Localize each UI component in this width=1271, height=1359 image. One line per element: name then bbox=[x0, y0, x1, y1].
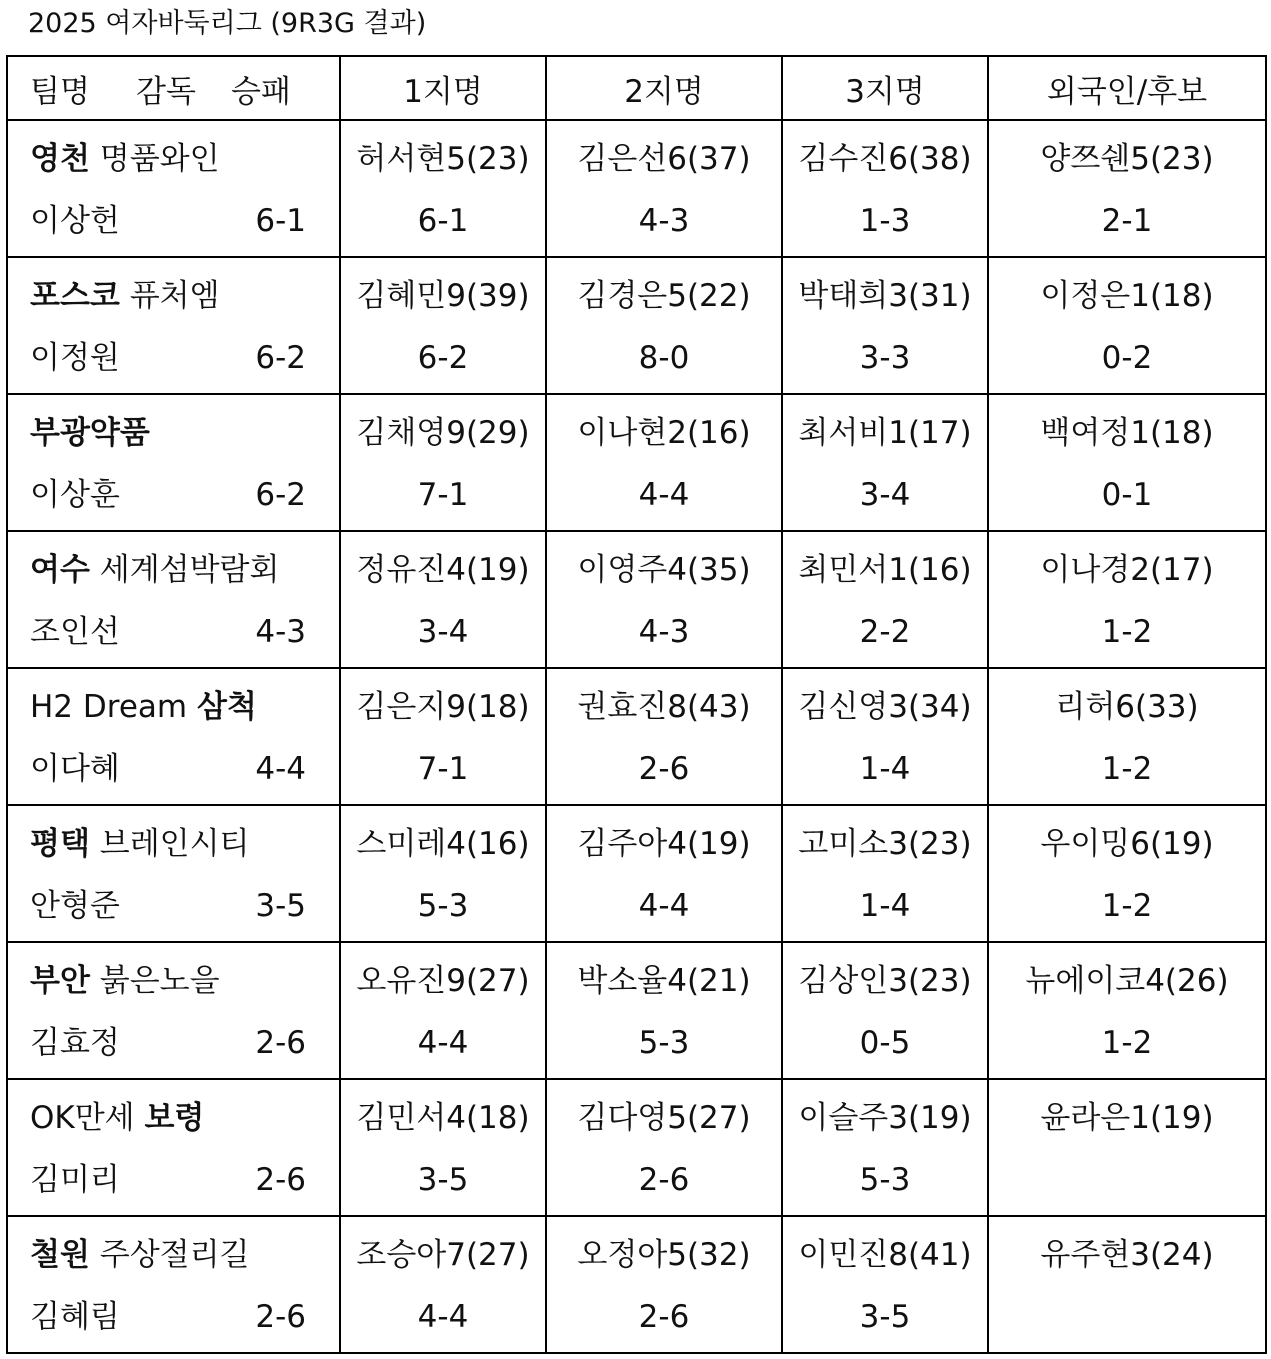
player-name: 허서현5(23) bbox=[356, 141, 530, 177]
team-cell bbox=[7, 805, 340, 942]
player-name: 오정아5(32) bbox=[577, 1237, 751, 1273]
team-name-bold: 보령 bbox=[144, 1100, 205, 1136]
player-cell bbox=[988, 120, 1266, 257]
player-name: 이나경2(17) bbox=[1040, 552, 1214, 588]
player-record: 2-6 bbox=[638, 1299, 690, 1335]
header-pick1: 1지명 bbox=[340, 56, 546, 120]
player-cell bbox=[782, 120, 988, 257]
team-name bbox=[30, 676, 339, 738]
player-name: 리허6(33) bbox=[1055, 689, 1199, 725]
player-record: 2-6 bbox=[638, 1162, 690, 1198]
team-record: 6-2 bbox=[255, 477, 306, 513]
player-record: 1-4 bbox=[859, 888, 911, 924]
player-record: 3-4 bbox=[417, 614, 469, 650]
player-cell bbox=[546, 394, 782, 531]
team-cell bbox=[7, 120, 340, 257]
player-cell bbox=[340, 1216, 546, 1353]
team-name-rest: 주상절리길 bbox=[89, 1237, 250, 1273]
header-pick2: 2지명 bbox=[546, 56, 782, 120]
header-coach: 감독 bbox=[136, 73, 196, 110]
coach-name: 이다혜 bbox=[30, 751, 120, 787]
player-name: 김경은5(22) bbox=[577, 278, 751, 314]
team-row bbox=[7, 1216, 1266, 1353]
team-cell bbox=[7, 257, 340, 394]
team-name-prefix: OK만세 bbox=[30, 1100, 145, 1136]
header-pick3: 3지명 bbox=[782, 56, 988, 120]
player-cell bbox=[988, 1216, 1266, 1353]
coach-name: 안형준 bbox=[30, 888, 120, 924]
player-record: 4-4 bbox=[638, 477, 690, 513]
player-cell bbox=[782, 805, 988, 942]
team-name-rest: 퓨처엠 bbox=[119, 278, 220, 314]
team-name bbox=[30, 265, 339, 327]
player-name: 김다영5(27) bbox=[577, 1100, 751, 1136]
player-record bbox=[989, 1149, 1265, 1211]
team-row bbox=[7, 1079, 1266, 1216]
player-cell bbox=[782, 668, 988, 805]
team-name bbox=[30, 1087, 339, 1149]
team-cell bbox=[7, 942, 340, 1079]
player-record: 1-3 bbox=[859, 203, 911, 239]
player-name: 양쯔쉔5(23) bbox=[1040, 141, 1214, 177]
player-name: 권효진8(43) bbox=[577, 689, 751, 725]
player-record: 3-5 bbox=[859, 1299, 911, 1335]
player-name: 김신영3(34) bbox=[798, 689, 972, 725]
player-record: 3-3 bbox=[859, 340, 911, 376]
team-name bbox=[30, 1224, 339, 1286]
team-row bbox=[7, 531, 1266, 668]
player-name: 이나현2(16) bbox=[577, 415, 751, 451]
coach-name: 김미리 bbox=[30, 1162, 120, 1198]
player-record: 5-3 bbox=[638, 1025, 690, 1061]
player-name: 고미소3(23) bbox=[798, 826, 972, 862]
player-record: 8-0 bbox=[638, 340, 690, 376]
player-record: 7-1 bbox=[417, 477, 469, 513]
header-foreign: 외국인/후보 bbox=[988, 56, 1266, 120]
player-name: 김은선6(37) bbox=[577, 141, 751, 177]
player-cell bbox=[782, 1079, 988, 1216]
player-cell bbox=[340, 257, 546, 394]
player-cell bbox=[988, 531, 1266, 668]
team-name-bold: 평택 bbox=[30, 826, 90, 862]
team-name bbox=[30, 813, 339, 875]
team-name-rest: 붉은노을 bbox=[89, 963, 220, 999]
team-cell bbox=[7, 1079, 340, 1216]
coach-name: 김혜림 bbox=[30, 1299, 120, 1335]
team-record: 2-6 bbox=[255, 1162, 306, 1198]
player-cell bbox=[546, 1079, 782, 1216]
player-name: 유주현3(24) bbox=[1040, 1237, 1214, 1273]
player-record: 1-4 bbox=[859, 751, 911, 787]
team-record: 2-6 bbox=[255, 1025, 306, 1061]
player-name: 이슬주3(19) bbox=[798, 1100, 972, 1136]
team-name-bold: 영천 bbox=[30, 141, 90, 177]
player-record: 2-2 bbox=[859, 614, 911, 650]
player-record: 1-2 bbox=[1101, 888, 1153, 924]
player-cell bbox=[782, 942, 988, 1079]
team-cell bbox=[7, 394, 340, 531]
team-row bbox=[7, 257, 1266, 394]
player-record: 2-1 bbox=[1101, 203, 1153, 239]
player-name: 조승아7(27) bbox=[356, 1237, 530, 1273]
player-cell bbox=[988, 394, 1266, 531]
player-record: 4-4 bbox=[417, 1025, 469, 1061]
player-name: 윤라은1(19) bbox=[1040, 1100, 1214, 1136]
player-record: 5-3 bbox=[417, 888, 469, 924]
team-row bbox=[7, 394, 1266, 531]
team-cell bbox=[7, 531, 340, 668]
team-row bbox=[7, 805, 1266, 942]
coach-name: 조인선 bbox=[30, 614, 120, 650]
coach-name: 김효정 bbox=[30, 1025, 120, 1061]
team-name-prefix: H2 Dream bbox=[30, 689, 197, 725]
player-record: 1-2 bbox=[1101, 1025, 1153, 1061]
player-record: 5-3 bbox=[859, 1162, 911, 1198]
team-cell bbox=[7, 1216, 340, 1353]
coach-line bbox=[30, 464, 339, 526]
header-team: 팀명 bbox=[30, 73, 90, 110]
player-cell bbox=[988, 942, 1266, 1079]
player-cell bbox=[546, 120, 782, 257]
team-name-rest: 세계섬박람회 bbox=[89, 552, 280, 588]
team-name-rest: 브레인시티 bbox=[89, 826, 250, 862]
player-record: 0-2 bbox=[1101, 340, 1153, 376]
coach-line bbox=[30, 738, 339, 800]
coach-line bbox=[30, 1286, 339, 1348]
player-cell bbox=[988, 1079, 1266, 1216]
document-title: 2025 여자바둑리그 (9R3G 결과) bbox=[28, 8, 427, 39]
player-record: 1-2 bbox=[1101, 614, 1153, 650]
player-record: 4-3 bbox=[638, 614, 690, 650]
player-cell bbox=[546, 668, 782, 805]
player-name: 백여정1(18) bbox=[1040, 415, 1214, 451]
player-cell bbox=[340, 942, 546, 1079]
player-name: 박태희3(31) bbox=[798, 278, 972, 314]
player-cell bbox=[782, 257, 988, 394]
player-record: 4-3 bbox=[638, 203, 690, 239]
player-cell bbox=[340, 531, 546, 668]
player-record: 3-4 bbox=[859, 477, 911, 513]
player-cell bbox=[340, 1079, 546, 1216]
player-record: 6-1 bbox=[417, 203, 469, 239]
player-name: 김민서4(18) bbox=[356, 1100, 530, 1136]
team-record: 6-1 bbox=[255, 203, 306, 239]
player-cell bbox=[782, 394, 988, 531]
team-name-bold: 여수 bbox=[30, 552, 90, 588]
player-name: 오유진9(27) bbox=[356, 963, 530, 999]
player-cell bbox=[988, 668, 1266, 805]
team-name bbox=[30, 950, 339, 1012]
player-record: 3-5 bbox=[417, 1162, 469, 1198]
player-record: 4-4 bbox=[417, 1299, 469, 1335]
player-cell bbox=[546, 1216, 782, 1353]
team-record: 3-5 bbox=[255, 888, 306, 924]
player-cell bbox=[340, 668, 546, 805]
coach-name: 이상헌 bbox=[30, 203, 120, 239]
team-name-bold: 포스코 bbox=[30, 278, 120, 314]
coach-name: 이상훈 bbox=[30, 477, 120, 513]
player-record: 2-6 bbox=[638, 751, 690, 787]
player-cell bbox=[340, 394, 546, 531]
player-name: 최민서1(16) bbox=[798, 552, 972, 588]
coach-line bbox=[30, 327, 339, 389]
player-cell bbox=[340, 120, 546, 257]
team-name bbox=[30, 128, 339, 190]
player-name: 김수진6(38) bbox=[798, 141, 972, 177]
player-record: 7-1 bbox=[417, 751, 469, 787]
player-name: 이영주4(35) bbox=[577, 552, 751, 588]
team-name-bold: 부광약품 bbox=[30, 415, 150, 451]
player-cell bbox=[988, 257, 1266, 394]
player-cell bbox=[546, 257, 782, 394]
player-name: 이정은1(18) bbox=[1040, 278, 1214, 314]
player-name: 우이밍6(19) bbox=[1040, 826, 1214, 862]
team-row bbox=[7, 942, 1266, 1079]
team-name-bold: 부안 bbox=[30, 963, 90, 999]
player-cell bbox=[782, 1216, 988, 1353]
player-record: 4-4 bbox=[638, 888, 690, 924]
player-record: 0-5 bbox=[859, 1025, 911, 1061]
coach-line bbox=[30, 875, 339, 937]
player-name: 스미레4(16) bbox=[356, 826, 530, 862]
team-name-rest: 명품와인 bbox=[89, 141, 220, 177]
team-record: 4-3 bbox=[255, 614, 306, 650]
player-name: 정유진4(19) bbox=[356, 552, 530, 588]
player-name: 이민진8(41) bbox=[798, 1237, 972, 1273]
coach-line bbox=[30, 601, 339, 663]
team-cell bbox=[7, 668, 340, 805]
team-record: 6-2 bbox=[255, 340, 306, 376]
player-name: 김채영9(29) bbox=[356, 415, 530, 451]
player-cell bbox=[988, 805, 1266, 942]
coach-name: 이정원 bbox=[30, 340, 120, 376]
player-record: 1-2 bbox=[1101, 751, 1153, 787]
player-name: 김혜민9(39) bbox=[356, 278, 530, 314]
player-name: 김상인3(23) bbox=[798, 963, 972, 999]
player-cell bbox=[340, 805, 546, 942]
team-name bbox=[30, 402, 339, 464]
player-cell bbox=[546, 942, 782, 1079]
coach-line bbox=[30, 1012, 339, 1074]
player-record bbox=[989, 1286, 1265, 1348]
team-name bbox=[30, 539, 339, 601]
player-name: 박소율4(21) bbox=[577, 963, 751, 999]
team-row bbox=[7, 668, 1266, 805]
player-name: 김주아4(19) bbox=[577, 826, 751, 862]
player-record: 6-2 bbox=[417, 340, 469, 376]
team-row bbox=[7, 120, 1266, 257]
coach-line bbox=[30, 1149, 339, 1211]
team-record: 2-6 bbox=[255, 1299, 306, 1335]
header-record: 승패 bbox=[231, 73, 291, 110]
header-team-cell bbox=[7, 56, 340, 120]
team-record: 4-4 bbox=[255, 751, 306, 787]
player-cell bbox=[546, 531, 782, 668]
header-row bbox=[7, 56, 1266, 120]
player-cell bbox=[782, 531, 988, 668]
coach-line bbox=[30, 190, 339, 252]
player-name: 최서비1(17) bbox=[798, 415, 972, 451]
player-name: 김은지9(18) bbox=[356, 689, 530, 725]
player-record: 0-1 bbox=[1101, 477, 1153, 513]
player-name: 뉴에이코4(26) bbox=[1025, 963, 1229, 999]
team-name-bold: 철원 bbox=[30, 1237, 90, 1273]
player-cell bbox=[546, 805, 782, 942]
results-table bbox=[6, 55, 1267, 1354]
team-name-bold: 삼척 bbox=[196, 689, 257, 725]
